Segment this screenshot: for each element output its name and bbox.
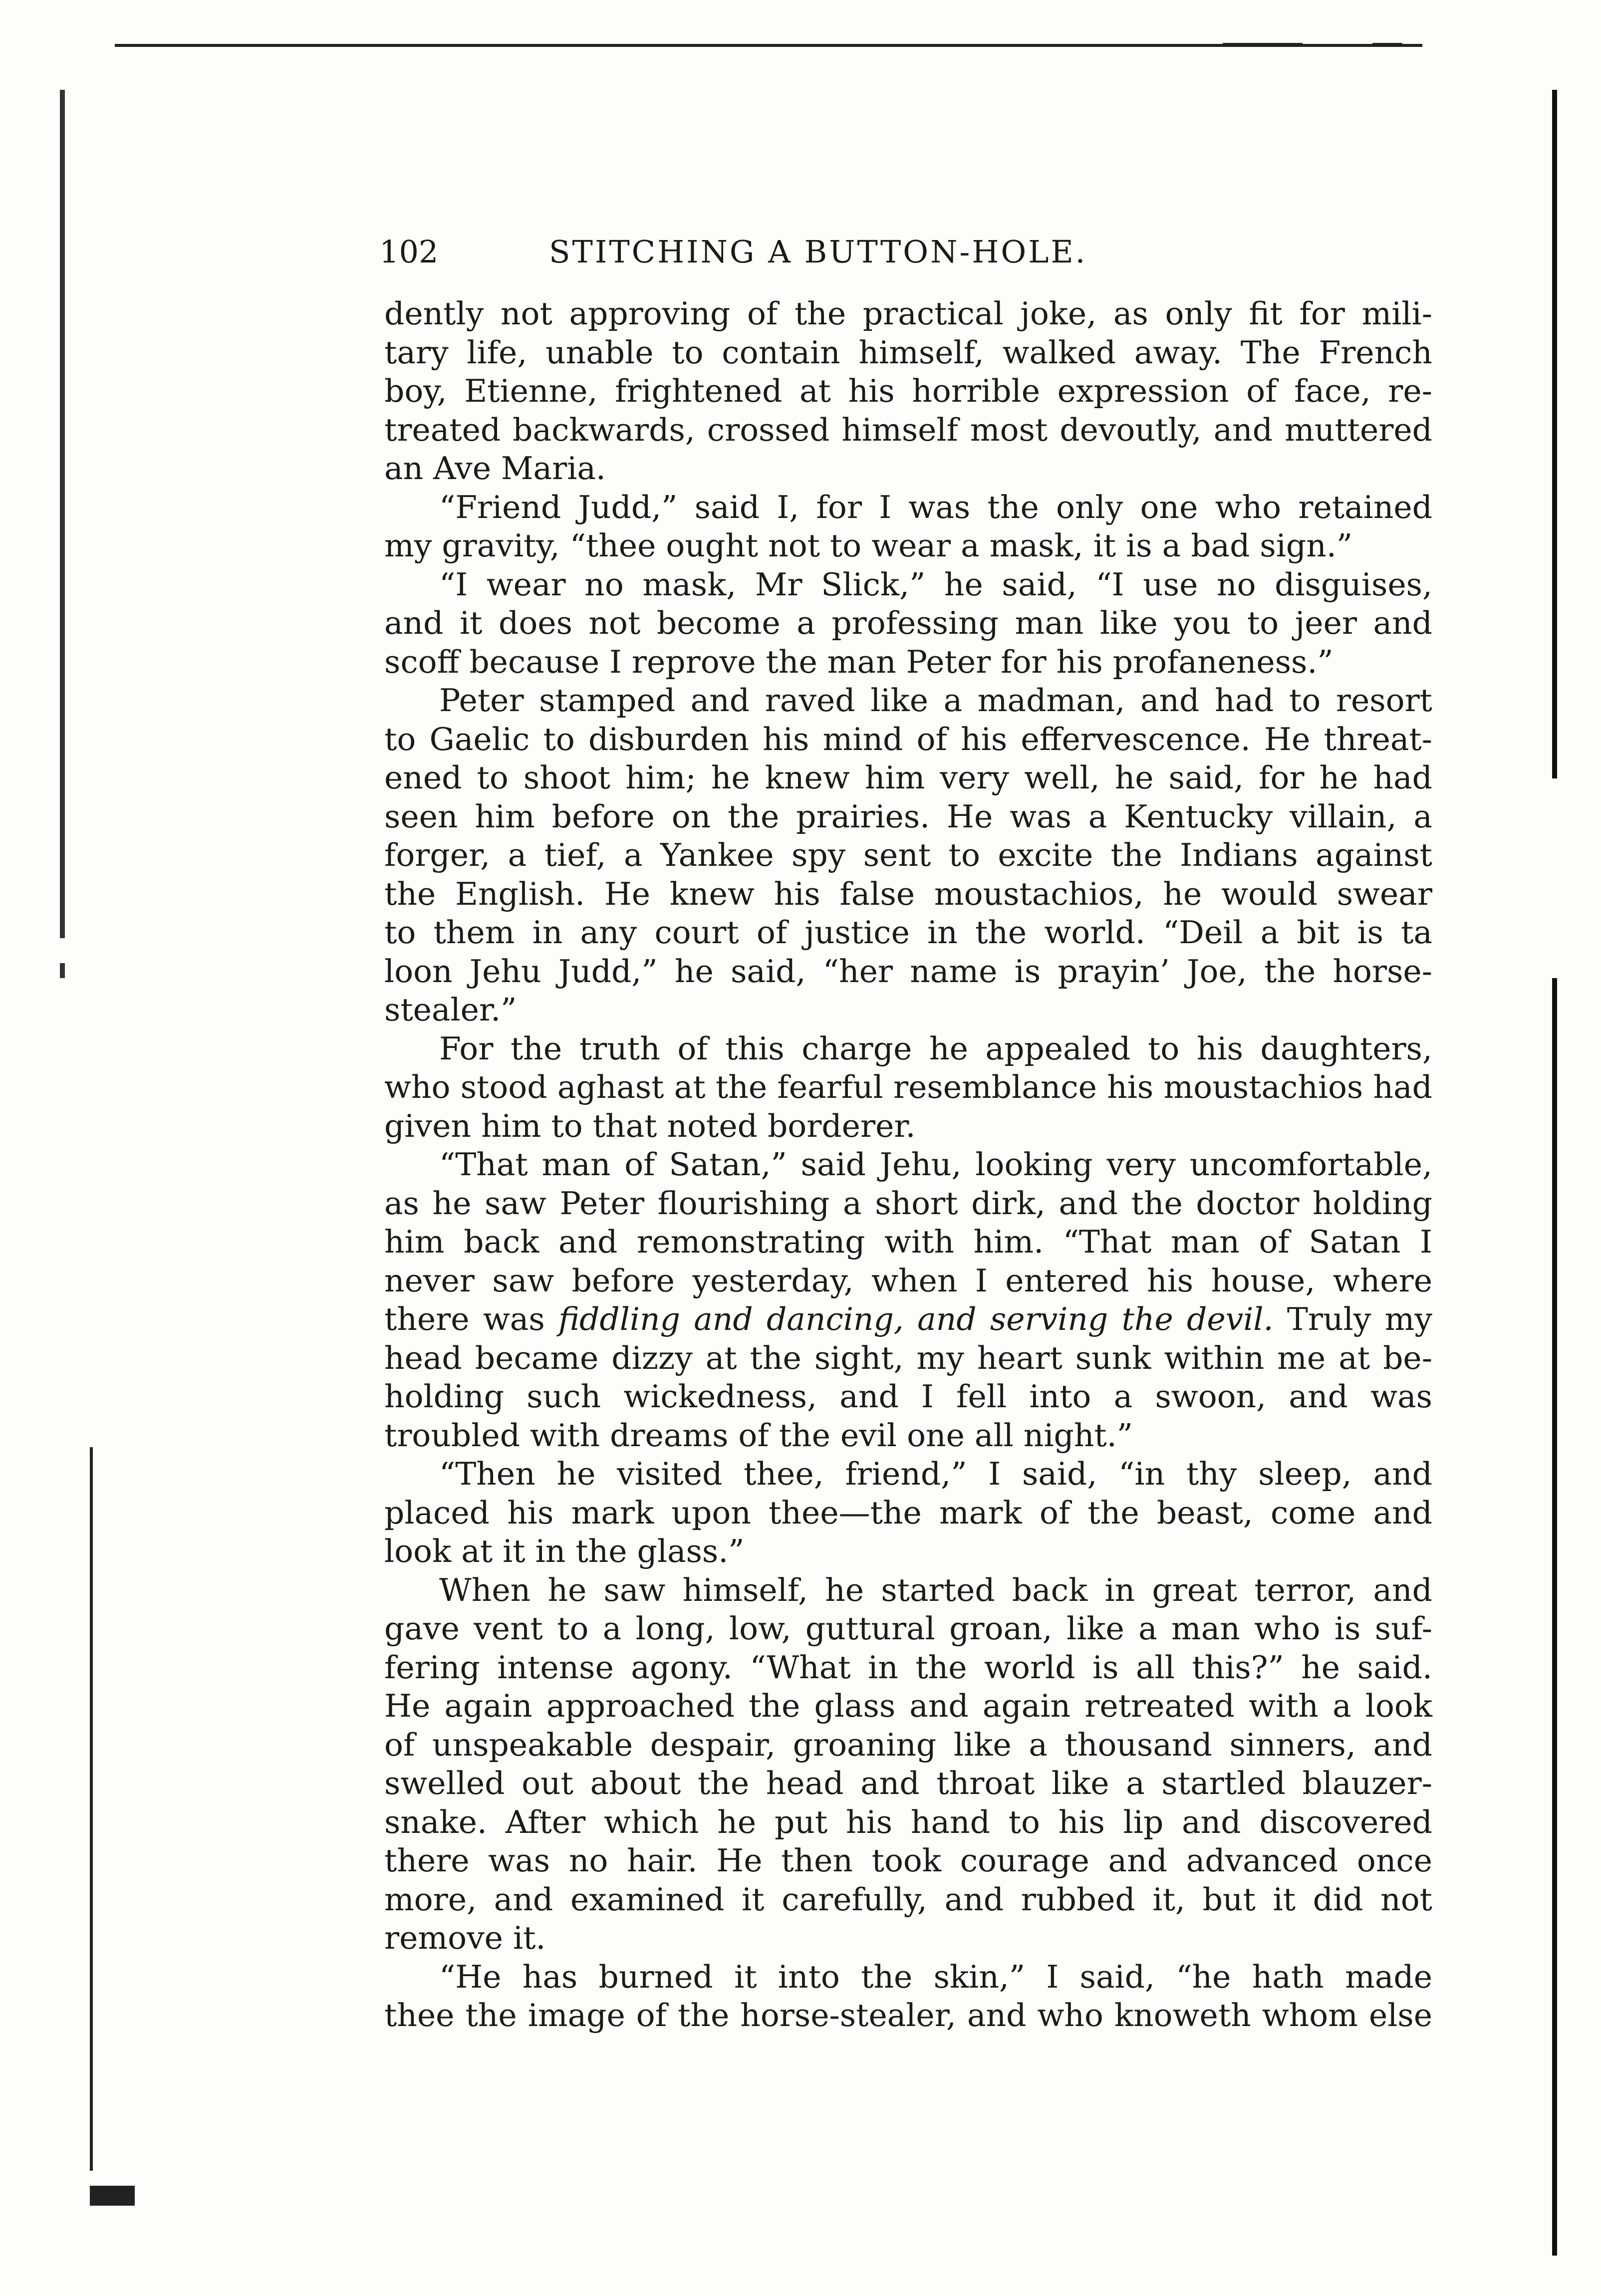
- text-line: there was fiddling and dancing, and serving the devil. Truly my: [384, 1301, 1432, 1337]
- scan-left-edge: [90, 1447, 93, 2171]
- text-line: my gravity, “thee ought not to wear a mask, it is a bad sign.”: [384, 527, 1353, 564]
- text-line: “I wear no mask, Mr Slick,” he said, “I use no disguises,: [439, 566, 1432, 603]
- text-line: ened to shoot him; he knew him very well, he said, for he had: [384, 760, 1432, 796]
- text-line: remove it.: [384, 1920, 546, 1956]
- text-line: fering intense agony. “What in the world is all this?” he said.: [384, 1649, 1432, 1686]
- text-line: tary life, unable to contain himself, walked away. The French: [384, 334, 1432, 371]
- text-line: there was no hair. He then took courage and advanced once: [384, 1842, 1432, 1879]
- text-line: treated backwards, crossed himself most devoutly, and muttered: [384, 411, 1432, 448]
- text-line: troubled with dreams of the evil one all night.”: [384, 1417, 1133, 1454]
- scan-top-dash: [1223, 43, 1303, 46]
- running-header: [379, 230, 1427, 274]
- text-line: dently not approving of the practical joke, as only fit for mili-: [384, 295, 1432, 332]
- text-line: boy, Etienne, frightened at his horrible expression of face, re-: [384, 373, 1432, 409]
- text-line: placed his mark upon thee—the mark of the beast, come and: [384, 1494, 1432, 1531]
- text-line: look at it in the glass.”: [384, 1533, 745, 1569]
- text-line: the English. He knew his false moustachios, he would swear: [384, 875, 1432, 912]
- text-line: “That man of Satan,” said Jehu, looking very uncomfortable,: [439, 1146, 1432, 1183]
- text-line: and it does not become a professing man like you to jeer and: [384, 605, 1432, 641]
- text-line: him back and remonstrating with him. “That man of Satan I: [384, 1224, 1432, 1260]
- text-line: seen him before on the prairies. He was a Kentucky villain, a: [384, 798, 1432, 835]
- text-line: forger, a tief, a Yankee spy sent to excite the Indians against: [384, 837, 1432, 873]
- scan-right-edge: [1552, 978, 1557, 2256]
- text-line: “He has burned it into the skin,” I said, “he hath made: [439, 1958, 1432, 1995]
- text-line: thee the image of the horse-stealer, and who knoweth whom else: [384, 1997, 1432, 2034]
- text-line: to them in any court of justice in the world. “Deil a bit is ta: [384, 914, 1432, 951]
- text-line: holding such wickedness, and I fell into a swoon, and was: [384, 1378, 1432, 1415]
- scan-left-edge: [60, 963, 65, 978]
- text-line: to Gaelic to disburden his mind of his effervescence. He threat-: [384, 721, 1432, 758]
- scan-left-edge: [90, 2186, 135, 2206]
- scan-top-dash: [1372, 43, 1402, 46]
- italic-phrase: fiddling and dancing, and serving the devil.: [558, 1301, 1274, 1337]
- text-line: snake. After which he put his hand to his lip and discovered: [384, 1803, 1432, 1840]
- text-line: who stood aghast at the fearful resemblance his moustachios had: [384, 1069, 1432, 1105]
- text-line: “Friend Judd,” said I, for I was the only one who retained: [439, 489, 1432, 525]
- text-line: loon Jehu Judd,” he said, “her name is prayin’ Joe, the horse-: [384, 953, 1432, 990]
- running-title: STITCHING A BUTTON-HOLE.: [549, 234, 1087, 270]
- text-line: swelled out about the head and throat like a startled blauzer-: [384, 1765, 1432, 1801]
- body-text: [384, 294, 1432, 2035]
- text-line: more, and examined it carefully, and rubbed it, but it did not: [384, 1881, 1432, 1918]
- text-line: For the truth of this charge he appealed to his daughters,: [439, 1030, 1432, 1067]
- text-line: given him to that noted borderer.: [384, 1107, 916, 1144]
- text-line: of unspeakable despair, groaning like a thousand sinners, and: [384, 1726, 1432, 1763]
- page-number: 102: [379, 234, 439, 270]
- text-line: When he saw himself, he started back in great terror, and: [439, 1571, 1432, 1608]
- scan-left-edge: [60, 90, 65, 938]
- text-line: as he saw Peter flourishing a short dirk, and the doctor holding: [384, 1185, 1432, 1222]
- text-line: never saw before yesterday, when I entered his house, where: [384, 1262, 1432, 1299]
- text-line: He again approached the glass and again retreated with a look: [384, 1688, 1432, 1724]
- text-line: head became dizzy at the sight, my heart sunk within me at be-: [384, 1339, 1432, 1376]
- text-line: stealer.”: [384, 992, 517, 1028]
- text-line: Peter stamped and raved like a madman, and had to resort: [439, 682, 1432, 719]
- text-line: “Then he visited thee, friend,” I said, “in thy sleep, and: [439, 1456, 1432, 1492]
- text-line: scoff because I reprove the man Peter for his profaneness.”: [384, 643, 1334, 680]
- text-line: an Ave Maria.: [384, 450, 606, 487]
- text-line: gave vent to a long, low, guttural groan, like a man who is suf-: [384, 1610, 1432, 1647]
- scan-right-edge: [1552, 90, 1557, 778]
